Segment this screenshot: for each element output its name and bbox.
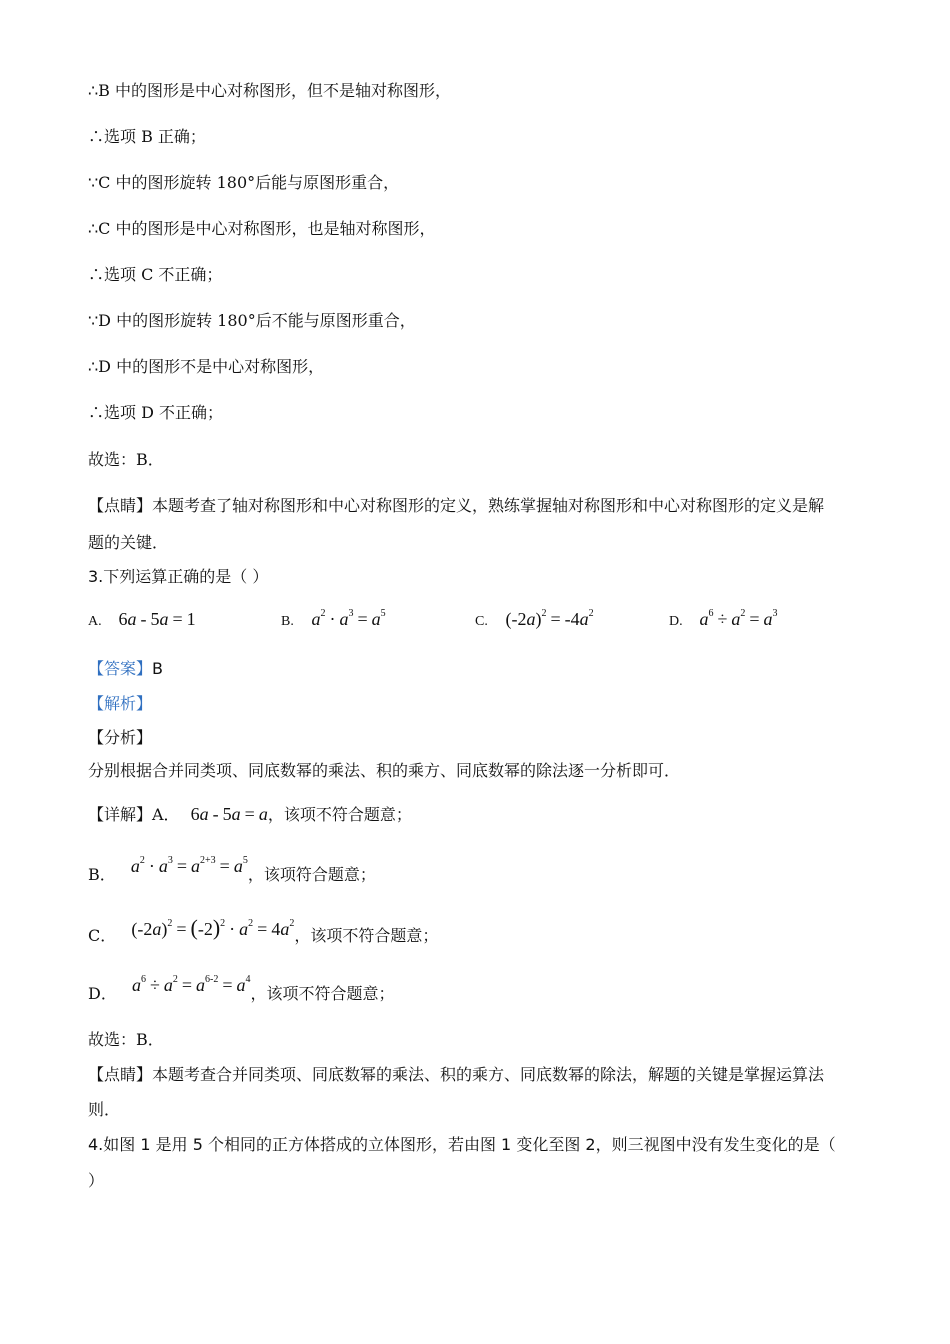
text-line-6: ∵D 中的图形旋转 180°后不能与原图形重合， xyxy=(88,311,416,330)
question-3-stem: 3.下列运算正确的是（ ） xyxy=(88,567,269,586)
option-b-formula: $a^2 \cdot a^3 = a^5$ xyxy=(311,608,386,629)
option-d-formula: $a^6 \div a^2 = a^3$ xyxy=(699,608,778,629)
note-line-1: 【点睛】本题考查了轴对称图形和中心对称图形的定义，熟练掌握轴对称图形和中心对称图形的定义是解 xyxy=(88,496,825,515)
detail-d-label: D． xyxy=(88,984,117,1003)
option-b-label: B. xyxy=(281,614,294,629)
note-line-2: 题的关键． xyxy=(88,533,169,552)
q3-conclusion: 故选：B． xyxy=(88,1030,164,1049)
detail-a xyxy=(88,804,412,825)
text-line-4: ∴C 中的图形是中心对称图形，也是轴对称图形， xyxy=(88,219,436,238)
q3-note-1: 【点睛】本题考查合并同类项、同底数幂的乘法、积的乘方、同底数幂的除法，解题的关键是掌握运算法 xyxy=(88,1065,825,1084)
answer-value: B xyxy=(152,659,163,678)
q3-note-2: 则． xyxy=(88,1100,121,1119)
question-4-stem-2: ） xyxy=(88,1171,105,1190)
text-line-3: ∵C 中的图形旋转 180°后能与原图形重合， xyxy=(88,173,400,192)
option-b xyxy=(281,606,386,635)
fenxi-text: 分别根据合并同类项、同底数幂的乘法、积的乘方、同底数幂的除法逐一分析即可． xyxy=(88,761,681,780)
option-c-label: C. xyxy=(475,614,488,629)
analysis-tag: 【解析】 xyxy=(88,694,153,713)
option-c xyxy=(475,606,594,635)
detail-c xyxy=(88,915,439,946)
text-line-2: ∴选项 B 正确； xyxy=(88,127,206,146)
detail-b-formula: $a^2 \cdot a^3 = a^{2+3} = a^5$ xyxy=(130,855,248,876)
detail-d-text: ，该项不符合题意； xyxy=(250,984,395,1003)
detail-b xyxy=(88,855,376,885)
text-line-8: ∴选项 D 不正确； xyxy=(88,403,224,422)
text-line-5: ∴选项 C 不正确； xyxy=(88,265,223,284)
option-c-formula: $(-2a)^2 = -4a^2$ xyxy=(505,608,594,629)
conclusion-line: 故选：B． xyxy=(88,450,164,469)
option-a-label: A. xyxy=(88,614,102,629)
option-a xyxy=(88,606,196,635)
detail-d-formula: $a^6 \div a^2 = a^{6-2} = a^4$ xyxy=(131,974,251,995)
detail-c-text: ，该项不符合题意； xyxy=(294,926,439,945)
text-line-1: ∴B 中的图形是中心对称图形，但不是轴对称图形， xyxy=(88,81,452,100)
detail-a-label: 【详解】A． xyxy=(88,805,180,824)
text-line-7: ∴D 中的图形不是中心对称图形， xyxy=(88,357,325,376)
detail-b-text: ，该项符合题意； xyxy=(247,865,376,884)
option-d-label: D. xyxy=(669,614,683,629)
option-a-formula: 6a - 5a = 1 xyxy=(118,609,196,629)
option-d xyxy=(669,606,778,635)
detail-c-formula: $(-2a)^2 = (-2)^2 \cdot a^2 = 4a^2$ xyxy=(131,915,295,940)
detail-b-label: B． xyxy=(88,865,116,884)
answer-line xyxy=(88,659,163,679)
fenxi-tag: 【分析】 xyxy=(88,728,153,747)
question-4-stem-1: 4.如图 1 是用 5 个相同的正方体搭成的立体图形，若由图 1 变化至图 2，则三视图中没有发生变化的是（ xyxy=(88,1135,836,1154)
detail-a-text: ，该项不符合题意； xyxy=(267,805,412,824)
detail-c-label: C． xyxy=(88,926,117,945)
detail-d xyxy=(88,974,395,1004)
answer-tag: 【答案】 xyxy=(88,659,153,678)
detail-a-formula: 6a - 5a = a xyxy=(190,804,268,824)
